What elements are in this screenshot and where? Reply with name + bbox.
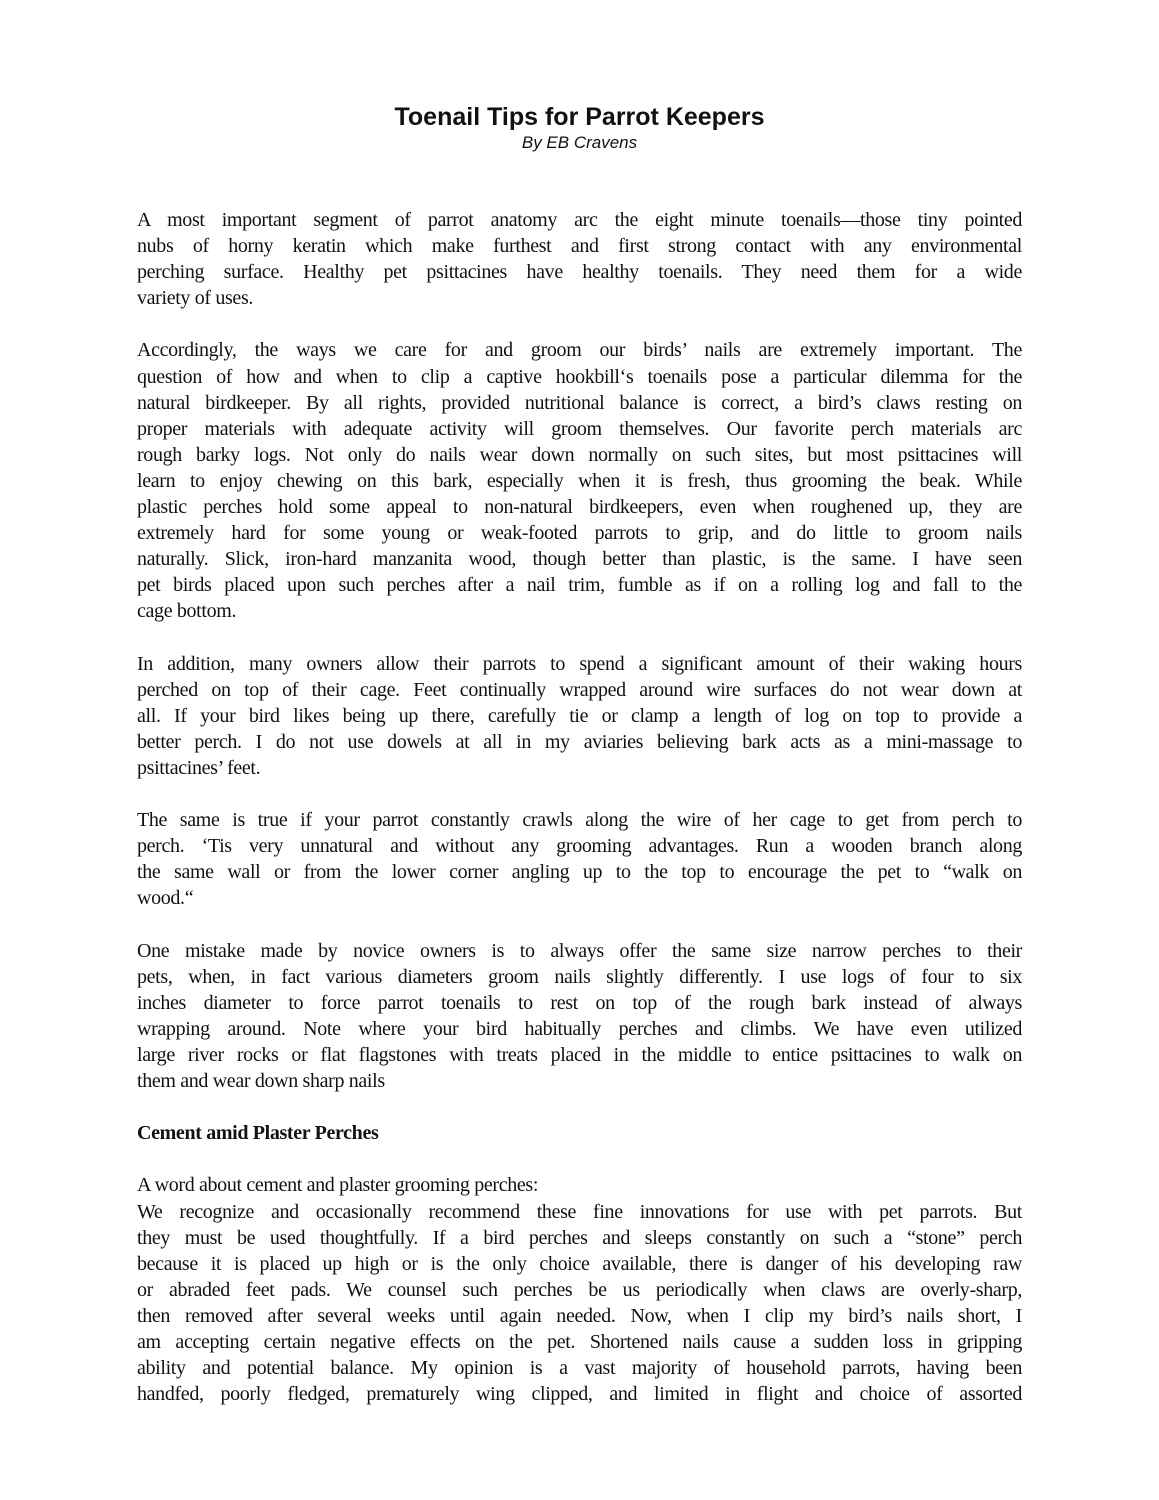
- paragraph: [137, 938, 1022, 1095]
- text-line: then removed after several weeks until again needed. Now, when I clip my bird’s nails short, I: [137, 1304, 1022, 1327]
- text-line: One mistake made by novice owners is to always offer the same size narrow perches to their: [137, 939, 1022, 962]
- text-line: pet birds placed upon such perches after a nail trim, fumble as if on a rolling log and fall to the: [137, 574, 1022, 597]
- text-line: learn to enjoy chewing on this bark, especially when it is fresh, thus grooming the beak. While: [137, 469, 1022, 492]
- paragraph: [137, 207, 1022, 311]
- text-line: because it is placed up high or is the only choice available, there is danger of his developing raw: [137, 1252, 1022, 1275]
- text-line: rough barky logs. Not only do nails wear down normally on such sites, but most psittacines will: [137, 443, 1022, 466]
- text-line: cage bottom.: [137, 600, 237, 623]
- text-line: A most important segment of parrot anatomy arc the eight minute toenails—those tiny pointed: [137, 209, 1022, 231]
- text-line: extremely hard for some young or weak-footed parrots to grip, and do little to groom nails: [137, 522, 1022, 545]
- text-line: pets, when, in fact various diameters groom nails slightly differently. I use logs of four to six: [137, 965, 1022, 988]
- paragraph: [137, 651, 1022, 781]
- text-line: they must be used thoughtfully. If a bird perches and sleeps constantly on such a “stone” perch: [137, 1226, 1022, 1249]
- text-line: perched on top of their cage. Feet continually wrapped around wire surfaces do not wear down at: [137, 678, 1022, 701]
- text-line: psittacines’ feet.: [137, 756, 261, 779]
- text-line: them and wear down sharp nails: [137, 1070, 385, 1093]
- text-line: nubs of horny keratin which make furthest and first strong contact with any environmental: [137, 235, 1022, 258]
- text-line: or abraded feet pads. We counsel such perches be us periodically when claws are overly-sharp,: [137, 1278, 1022, 1301]
- text-line: large river rocks or flat flagstones with treats placed in the middle to entice psittacines to walk on: [137, 1044, 1022, 1066]
- document-title: Toenail Tips for Parrot Keepers: [394, 103, 765, 131]
- text-line: perching surface. Healthy pet psittacines have healthy toenails. They need them for a wide: [137, 261, 1022, 284]
- text-line: proper materials with adequate activity will groom themselves. Our favorite perch materials arc: [137, 417, 1022, 440]
- text-line: handfed, poorly fledged, prematurely wing clipped, and limited in flight and choice of assorted: [137, 1383, 1022, 1406]
- text-line: question of how and when to clip a captive hookbill‘s toenails pose a particular dilemma for the: [137, 365, 1022, 388]
- paragraph: [137, 807, 1022, 911]
- text-line: better perch. I do not use dowels at all in my aviaries believing bark acts as a mini-massage to: [137, 730, 1022, 753]
- text-line: Accordingly, the ways we care for and groom our birds’ nails are extremely important. The: [137, 339, 1022, 362]
- text-line: am accepting certain negative effects on the pet. Shortened nails cause a sudden loss in gripping: [137, 1331, 1022, 1354]
- section-heading: Cement amid Plaster Perches: [137, 1122, 379, 1145]
- document-author: By EB Cravens: [521, 133, 638, 152]
- text-line: inches diameter to force parrot toenails to rest on top of the rough bark instead of always: [137, 991, 1022, 1014]
- text-line: all. If your bird likes being up there, carefully tie or clamp a length of log on top to provide a: [137, 704, 1022, 727]
- text-line: wrapping around. Note where your bird habitually perches and climbs. We have even utilized: [137, 1017, 1022, 1040]
- text-line: natural birdkeeper. By all rights, provided nutritional balance is correct, a bird’s claws resting on: [137, 391, 1022, 414]
- paragraph: [137, 1172, 1022, 1407]
- text-line: The same is true if your parrot constantly crawls along the wire of her cage to get from perch to: [137, 809, 1022, 832]
- text-line: We recognize and occasionally recommend these fine innovations for use with pet parrots. But: [137, 1200, 1022, 1223]
- text-line: perch. ‘Tis very unnatural and without any grooming advantages. Run a wooden branch along: [137, 835, 1022, 858]
- text-line: variety of uses.: [137, 287, 254, 310]
- text-line: A word about cement and plaster grooming perches:: [137, 1174, 539, 1197]
- text-line: In addition, many owners allow their parrots to spend a significant amount of their waking hours: [137, 652, 1022, 675]
- text-line: wood.“: [137, 887, 194, 910]
- paragraph: [137, 337, 1022, 624]
- text-line: the same wall or from the lower corner angling up to the top to encourage the pet to “walk on: [137, 861, 1022, 884]
- text-line: plastic perches hold some appeal to non-natural birdkeepers, even when roughened up, they are: [137, 496, 1022, 519]
- text-line: ability and potential balance. My opinion is a vast majority of household parrots, having been: [137, 1357, 1022, 1380]
- text-line: naturally. Slick, iron-hard manzanita wood, though better than plastic, is the same. I have seen: [137, 548, 1022, 571]
- document-body: [137, 207, 1022, 1433]
